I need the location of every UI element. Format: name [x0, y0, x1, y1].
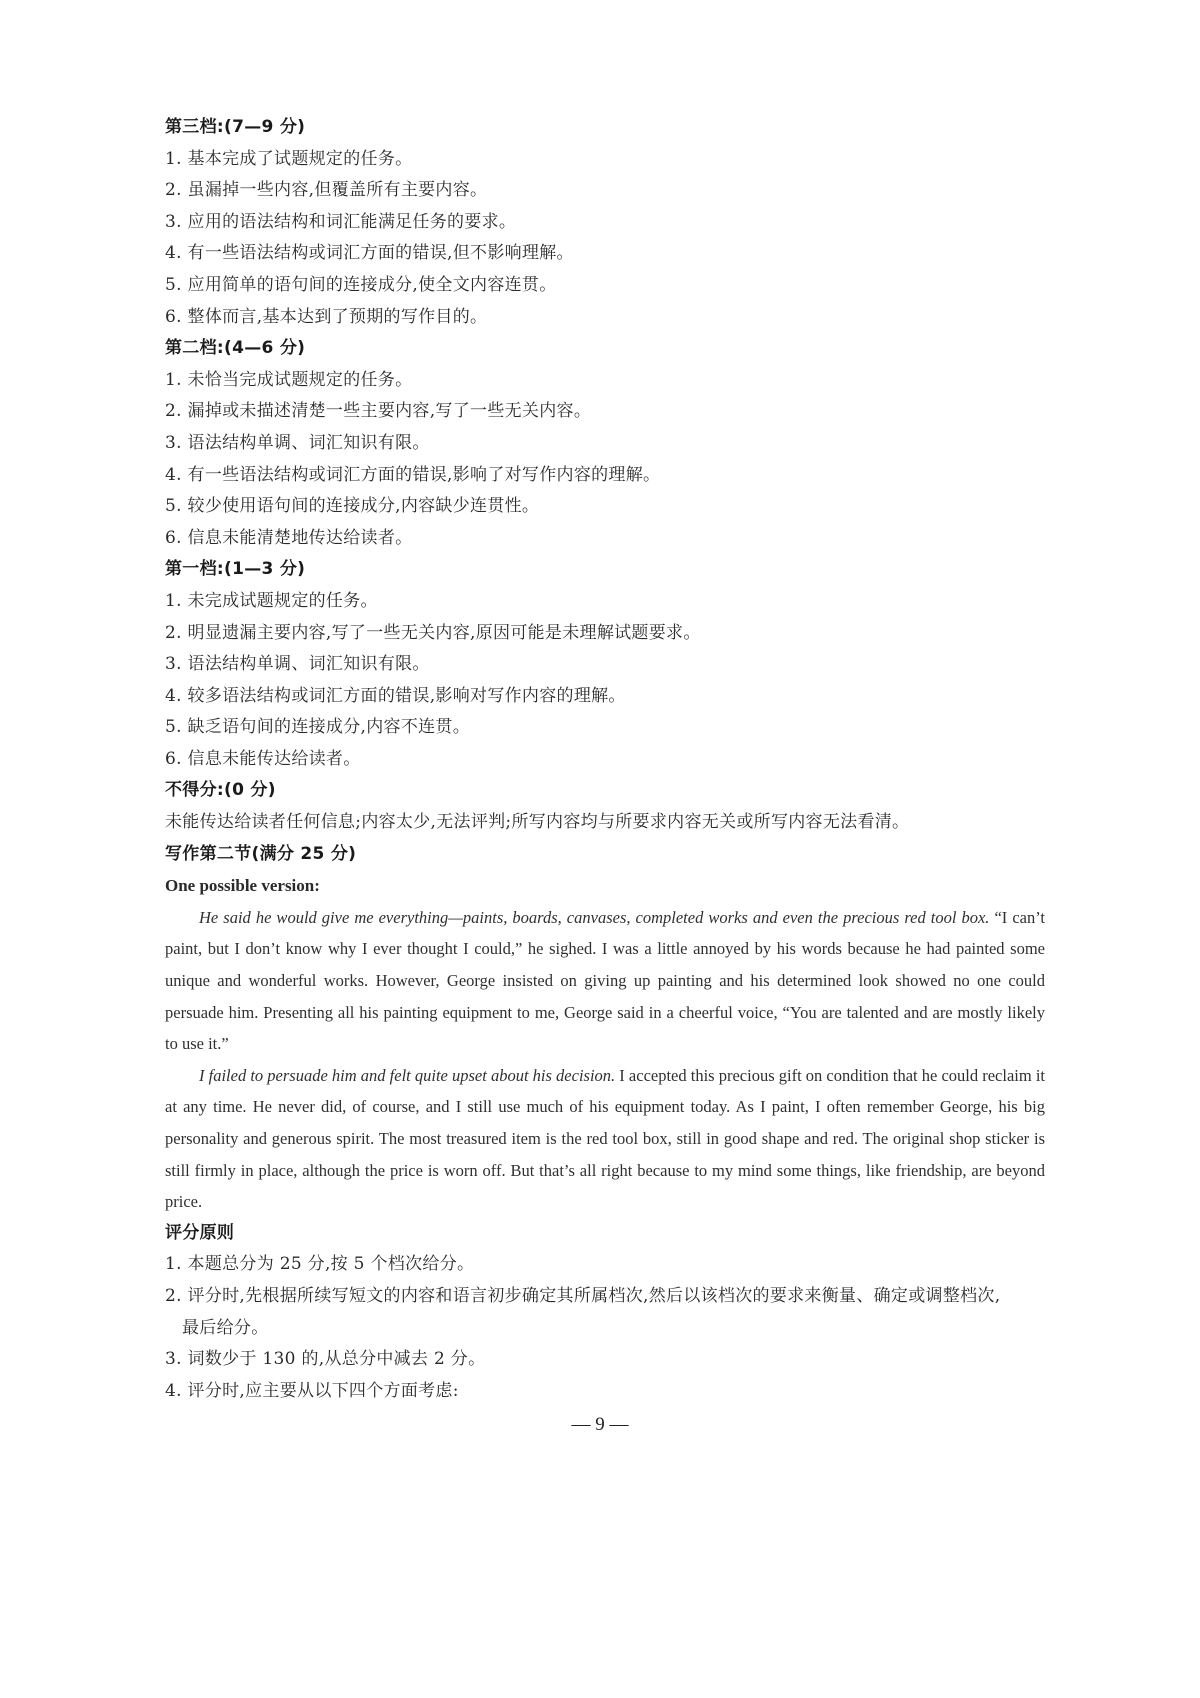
tier2-item-5: 5. 较少使用语句间的连接成分,内容缺少连贯性。	[165, 496, 540, 517]
essay-p2-lead: I failed to persuade him and felt quite upset about his decision.	[199, 1065, 616, 1085]
tier3-item-4: 4. 有一些语法结构或词汇方面的错误,但不影响理解。	[165, 243, 574, 264]
scoring-item-3: 3. 词数少于 130 的,从总分中减去 2 分。	[165, 1349, 486, 1370]
essay-p1-rest: “I can’t paint, but I don’t know why I ever thought I could,” he sighed. I was a little annoyed by his words because he had painted some unique and wonderful works. However, George insisted on giving up painting and his determined look showed no one could persuade him. Presenting all his painting equipment to me, George said in a cheerful voice, “You are talented and are mostly likely to use it.”	[165, 907, 1046, 1054]
tier3-heading: 第三档:(7—9 分)	[165, 117, 306, 137]
scoring-heading: 评分原则	[165, 1222, 235, 1243]
tier1-item-3: 3. 语法结构单调、词汇知识有限。	[165, 654, 430, 675]
essay-p2-rest: I accepted this precious gift on condition that he could reclaim it at any time. He never did, of course, and I still use much of his equipment today. As I paint, I often remember George, his big personality and generous spirit. The most treasured item is the red tool box, still in good shape and red. The original shop sticker is still firmly in place, although the price is worn off. But that’s all right because to my mind some things, like friendship, are beyond price.	[165, 1065, 1045, 1212]
tier1-item-1: 1. 未完成试题规定的任务。	[165, 590, 378, 611]
tier2-heading: 第二档:(4—6 分)	[165, 338, 306, 359]
tier3-item-6: 6. 整体而言,基本达到了预期的写作目的。	[165, 306, 488, 327]
tier2-item-4: 4. 有一些语法结构或词汇方面的错误,影响了对写作内容的理解。	[165, 464, 661, 485]
tier2-item-6: 6. 信息未能清楚地传达给读者。	[165, 527, 413, 548]
tier1-item-4: 4. 较多语法结构或词汇方面的错误,影响对写作内容的理解。	[165, 685, 626, 706]
tier0-heading: 不得分:(0 分)	[165, 780, 276, 801]
tier3-item-2: 2. 虽漏掉一些内容,但覆盖所有主要内容。	[165, 180, 488, 201]
essay-paragraph-1	[165, 902, 1045, 1060]
tier3-item-1: 1. 基本完成了试题规定的任务。	[165, 148, 413, 169]
tier1-heading: 第一档:(1—3 分)	[165, 559, 306, 580]
tier3-item-3: 3. 应用的语法结构和词汇能满足任务的要求。	[165, 211, 517, 232]
scoring-item-4: 4. 评分时,应主要从以下四个方面考虑:	[165, 1380, 459, 1401]
page-number: — 9 —	[571, 1414, 629, 1435]
scoring-item-1: 1. 本题总分为 25 分,按 5 个档次给分。	[165, 1254, 475, 1275]
tier1-item-6: 6. 信息未能传达给读者。	[165, 748, 361, 769]
tier1-item-2: 2. 明显遗漏主要内容,写了一些无关内容,原因可能是未理解试题要求。	[165, 622, 701, 643]
scoring-item-2-continued: 最后给分。	[182, 1317, 269, 1338]
essay-paragraph-2	[165, 1060, 1045, 1218]
essay-p1-lead: He said he would give me everything—paints, boards, canvases, completed works and even the precious red tool box.	[199, 907, 990, 927]
document-page	[165, 112, 1045, 1407]
tier0-text: 未能传达给读者任何信息;内容太少,无法评判;所写内容均与所要求内容无关或所写内容无法看清。	[165, 812, 910, 833]
tier2-item-2: 2. 漏掉或未描述清楚一些主要内容,写了一些无关内容。	[165, 401, 592, 422]
scoring-item-2: 2. 评分时,先根据所续写短文的内容和语言初步确定其所属档次,然后以该档次的要求来衡量、确定或调整档次,	[165, 1285, 1001, 1306]
tier3-item-5: 5. 应用简单的语句间的连接成分,使全文内容连贯。	[165, 274, 557, 295]
tier2-item-3: 3. 语法结构单调、词汇知识有限。	[165, 432, 430, 453]
tier2-item-1: 1. 未恰当完成试题规定的任务。	[165, 369, 413, 390]
tier1-item-5: 5. 缺乏语句间的连接成分,内容不连贯。	[165, 717, 471, 738]
version-label: One possible version:	[165, 876, 320, 896]
section2-heading: 写作第二节(满分 25 分)	[165, 843, 357, 864]
